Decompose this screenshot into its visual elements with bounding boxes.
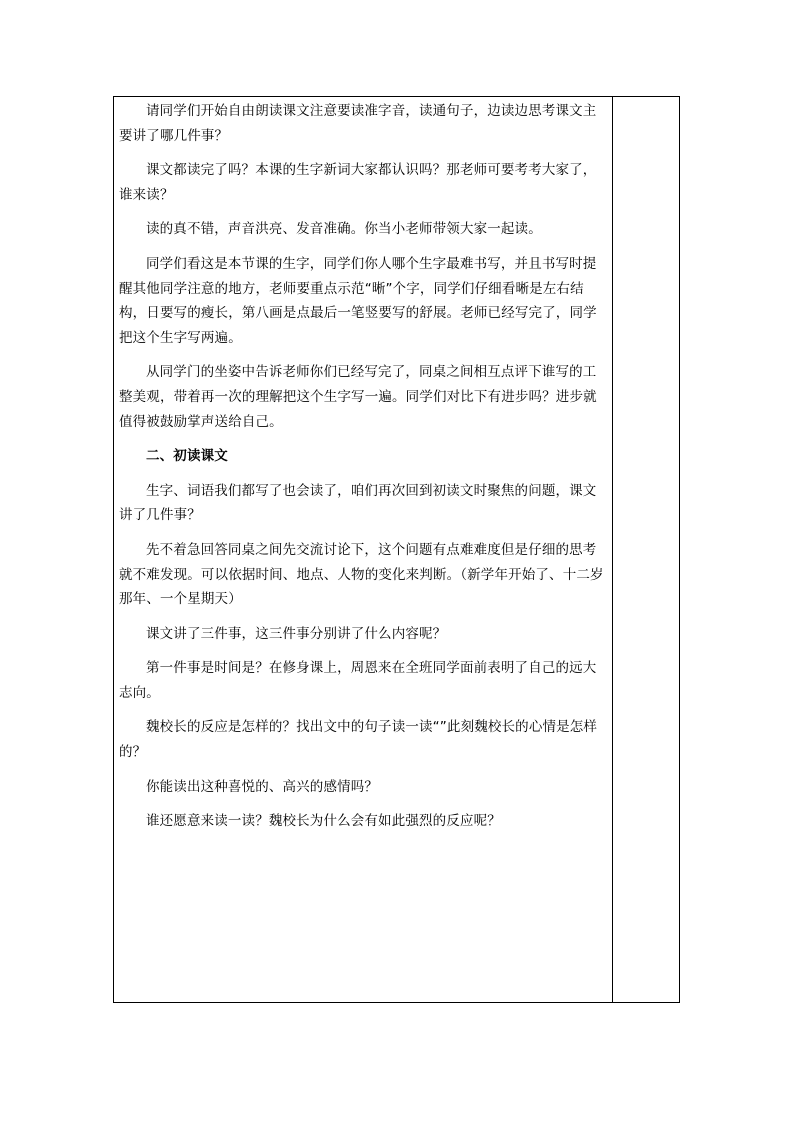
paragraph-praise: 读的真不错，声音洪亮、发音准确。你当小老师带领大家一起读。 bbox=[146, 221, 542, 238]
paragraph-vocabulary-check: 课文都读完了吗？本课的生字新词大家都认识吗？那老师可要考考大家了，谁来读？ bbox=[119, 162, 597, 203]
paragraph-reading-instruction: 请同学们开始自由朗读课文注意要读准字音，读通句子，边读边思考课文主要讲了哪几件事？ bbox=[119, 103, 597, 144]
paragraph-discussion: 先不着急回答同桌之间先交流讨论下，这个问题有点难难度但是仔细的思考就不难发现。可以依据时间、地点、人物的变化来判断。（新学年开始了、十二岁那年、一个星期天） bbox=[119, 541, 604, 608]
notes-cell bbox=[613, 97, 679, 1002]
paragraph-principal-reaction: 魏校长的反应是怎样的？找出文中的句子读一读“”此刻魏校长的心情是怎样的？ bbox=[119, 719, 598, 761]
paragraph-read-emotion: 你能读出这种喜悦的、高兴的感情吗？ bbox=[146, 778, 379, 795]
paragraph-closing-question: 谁还愿意来读一读？魏校长为什么会有如此强烈的反应呢？ bbox=[146, 813, 501, 830]
paragraph-peer-review: 从同学门的坐姿中告诉老师你们已经写完了，同桌之间相互点评下谁写的工整美观，带着再一次的理解把这个生字写一遍。同学们对比下有进步吗？进步就值得被鼓励掌声送给自己。 bbox=[119, 364, 597, 430]
lesson-table bbox=[113, 96, 680, 1003]
lesson-content-cell bbox=[114, 97, 612, 1002]
paragraph-character-writing: 同学们看这是本节课的生字，同学们你人哪个生字最难书写，并且书写时提醒其他同学注意的地方，老师要重点示范“晰”个字，同学们仔细看晰是左右结构，日要写的瘦长，第八画是点最后一笔竖要写的舒展。老师已经写完了，同学把这个生字写两遍。 bbox=[119, 255, 597, 346]
paragraph-three-events: 课文讲了三件事，这三件事分别讲了什么内容呢？ bbox=[146, 625, 447, 642]
paragraph-revisit-question: 生字、词语我们都写了也会读了，咱们再次回到初读文时聚焦的问题，课文讲了几件事？ bbox=[119, 482, 597, 524]
paragraph-first-event: 第一件事是时间是？在修身课上，周恩来在全班同学面前表明了自己的远大志向。 bbox=[119, 660, 597, 701]
section-heading: 二、初读课文 bbox=[146, 448, 228, 465]
